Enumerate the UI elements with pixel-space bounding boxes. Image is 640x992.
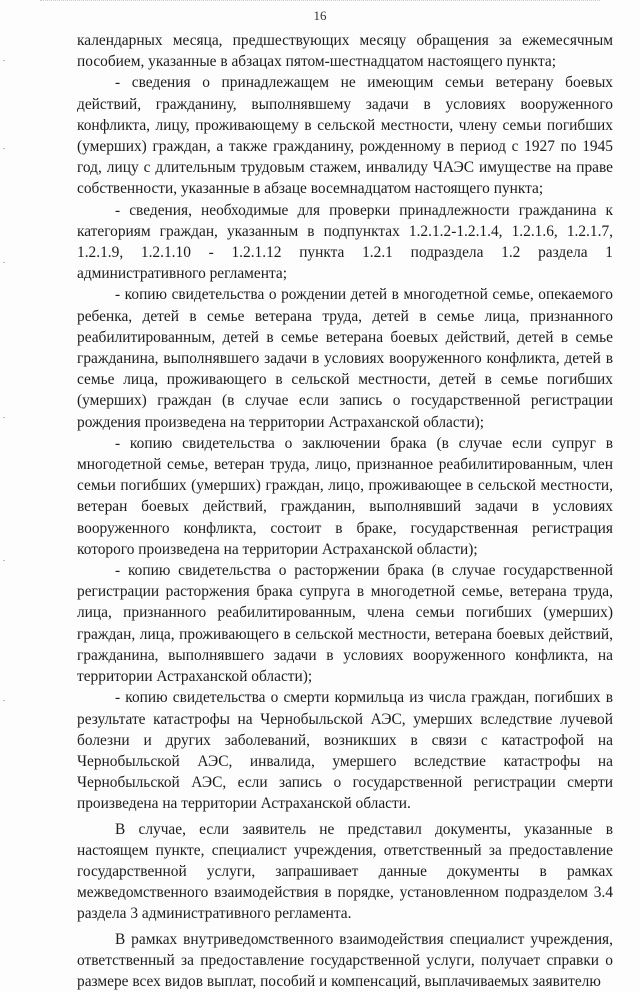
list-item-divorce-certificate: - копию свидетельства о расторжении брака (в случае государственной регистрации расторжения брака супруга в многодетной семье, ветерана труда, лица, признанного реабилитированным, члена семьи погибших (умерших) граждан, лица, проживающего в сельской местности, ветерана боевых действий, гражданина, выполнявшего задачи в условиях вооруженного конфликта, на территории Астраханской области); <box>77 562 613 686</box>
list-item-property-info: - сведения о принадлежащем не имеющим семьи ветерану боевых действий, гражданину, выполнявшему задачи в условиях вооруженного конфликта, лицу, проживающему в сельской местности, члену семьи погибших (умерших) граждан, а также гражданину, рожденному в период с 1927 по 1945 год, лицу с длительным трудовым стажем, инвалиду ЧАЭС имуществе на праве собственности, указанные в абзаце восемнадцатом настоящего пункта; <box>77 74 613 198</box>
page-number: 16 <box>313 8 327 23</box>
list-item-death-certificate: - копию свидетельства о смерти кормильца из числа граждан, погибших в результате катастрофы на Чернобыльской АЭС, умерших вследствие лучевой болезни и других заболеваний, возникших в связи с катастрофой на Чернобыльской АЭС, инвалида, умершего вследствие катастрофы на Чернобыльской АЭС, если запись о государственной регистрации смерти произведена на территории Астраханской области. <box>77 689 613 813</box>
list-item-marriage-certificate: - копию свидетельства о заключении брака (в случае если супруг в многодетной семье, ветеран труда, лицо, признанное реабилитированным, член семьи погибших (умерших) граждан, лицо, проживающее в сельской местности, ветеран боевых действий, гражданин, выполнявший задачи в условиях вооруженного конфликта, состоит в браке, государственная регистрация которого произведена на территории Астраханской области); <box>77 434 613 558</box>
list-item-category-check: - сведения, необходимые для проверки принадлежности гражданина к категориям граждан, указанным в подпунктах 1.2.1.2-1.2.1.4, 1.2.1.6, 1.2.1.7, 1.2.1.9, 1.2.1.10 - 1.2.1.12 пункта 1.2.1 подраздела 1.2 раздела 1 административного регламента; <box>77 201 613 283</box>
scan-left-edge <box>0 0 10 905</box>
paragraph-interagency-request: В случае, если заявитель не представил документы, указанные в настоящем пункте, специалист учреждения, ответственный за предоставление государственной услуги, запрашивает данные документы в рамках межведомственного взаимодействия в порядке, установленном подразделом 3.4 раздела 3 административного регламента. <box>77 820 613 923</box>
paragraph-continuation: календарных месяца, предшествующих месяцу обращения за ежемесячным пособием, указанные в абзацах пятом-шестнадцатом настоящего пункта; <box>77 32 613 71</box>
document-body <box>77 30 613 992</box>
scan-top-bleed <box>40 0 600 4</box>
paragraph-intradepartmental: В рамках внутриведомственного взаимодействия специалист учреждения, ответственный за предоставление государственной услуги, получает справки о размере всех видов выплат, пособий и компенсаций, выплачиваемых заявителю <box>77 930 613 990</box>
list-item-birth-certificate: - копию свидетельства о рождении детей в многодетной семье, опекаемого ребенка, детей в семье ветерана труда, детей в семье лица, признанного реабилитированным, детей в семье ветерана боевых действий, детей в семье гражданина, выполнявшего задачи в условиях вооруженного конфликта, детей в семье лица, проживающего в сельской местности, детей в семье погибших (умерших) граждан (в случае если запись о государственной регистрации рождения произведена на территории Астраханской области); <box>77 286 613 431</box>
